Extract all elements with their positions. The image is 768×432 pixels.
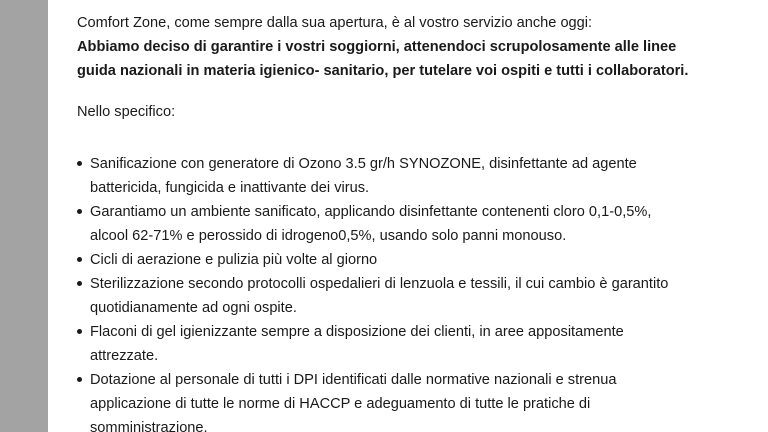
measures-list [77, 152, 757, 432]
list-item-line: applicazione di tutte le norme di HACCP e adeguamento di tutte le pratiche di [90, 396, 591, 412]
list-item [77, 368, 757, 432]
bullet-icon [77, 161, 82, 166]
commitment-line: Abbiamo deciso di garantire i vostri soggiorni, attenendoci scrupolosamente alle linee [77, 39, 677, 55]
list-item-line: alcool 62-71% e perossido di idrogeno0,5%, usando solo panni monouso. [90, 228, 567, 244]
intro-paragraph: Comfort Zone, come sempre dalla sua apertura, è al vostro servizio anche oggi: [77, 15, 593, 31]
list-item-line: Cicli di aerazione e pulizia più volte al giorno [90, 252, 378, 268]
list-item [77, 152, 757, 200]
list-item-line: Sterilizzazione secondo protocolli ospedalieri di lenzuola e tessili, il cui cambio è garantito [90, 276, 669, 292]
bullet-icon [77, 257, 82, 262]
bullet-icon [77, 377, 82, 382]
left-margin-bar [0, 0, 48, 432]
list-item-line: Flaconi di gel igienizzante sempre a disposizione dei clienti, in aree appositamente [90, 324, 624, 340]
list-item [77, 272, 757, 320]
bullet-icon [77, 329, 82, 334]
commitment-line: guida nazionali in materia igienico- sanitario, per tutelare voi ospiti e tutti i collaboratori. [77, 63, 689, 79]
list-item-line: attrezzate. [90, 348, 159, 364]
list-item [77, 248, 757, 272]
section-subheading: Nello specifico: [77, 104, 176, 120]
bullet-icon [77, 281, 82, 286]
document-content [77, 11, 757, 432]
list-item [77, 200, 757, 248]
list-item-line: somministrazione. [90, 420, 208, 432]
list-item [77, 320, 757, 368]
list-item-line: Sanificazione con generatore di Ozono 3.5 gr/h SYNOZONE, disinfettante ad agente [90, 156, 637, 172]
list-item-line: battericida, fungicida e inattivante dei virus. [90, 180, 370, 196]
bullet-icon [77, 209, 82, 214]
list-item-line: quotidianamente ad ogni ospite. [90, 300, 297, 316]
commitment-statement [77, 35, 757, 83]
list-item-line: Garantiamo un ambiente sanificato, applicando disinfettante contenenti cloro 0,1-0,5%, [90, 204, 652, 220]
list-item-line: Dotazione al personale di tutti i DPI identificati dalle normative nazionali e strenua [90, 372, 617, 388]
